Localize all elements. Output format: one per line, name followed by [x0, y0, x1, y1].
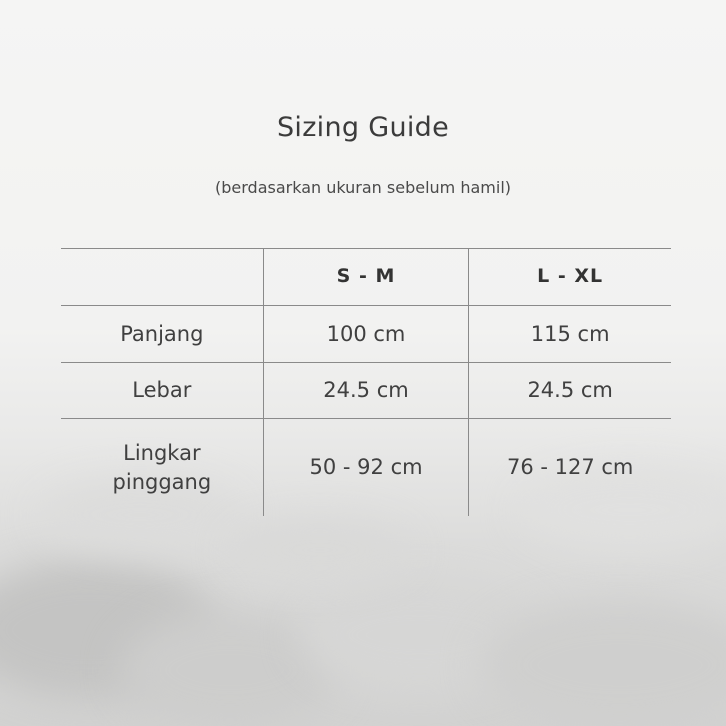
table-cell: 76 - 127 cm	[468, 419, 671, 516]
table-header-row	[61, 248, 671, 306]
table-header-cell: L - XL	[468, 249, 671, 305]
table-cell: 50 - 92 cm	[263, 419, 469, 516]
table-header-cell	[61, 249, 263, 305]
row-label: Panjang	[120, 321, 204, 346]
row-label: Lingkar pinggang	[112, 441, 212, 494]
table-row	[61, 419, 671, 516]
table-cell: 115 cm	[468, 306, 671, 362]
page-title: Sizing Guide	[276, 112, 450, 143]
page-subtitle: (berdasarkan ukuran sebelum hamil)	[215, 178, 511, 197]
table-cell: 24.5 cm	[468, 363, 671, 418]
table-row	[61, 306, 671, 363]
row-label: Lebar	[132, 378, 192, 403]
table-row	[61, 363, 671, 419]
sizing-table	[61, 248, 671, 516]
table-cell: 100 cm	[263, 306, 469, 362]
table-cell: 24.5 cm	[263, 363, 469, 418]
table-header-cell: S - M	[263, 249, 469, 305]
